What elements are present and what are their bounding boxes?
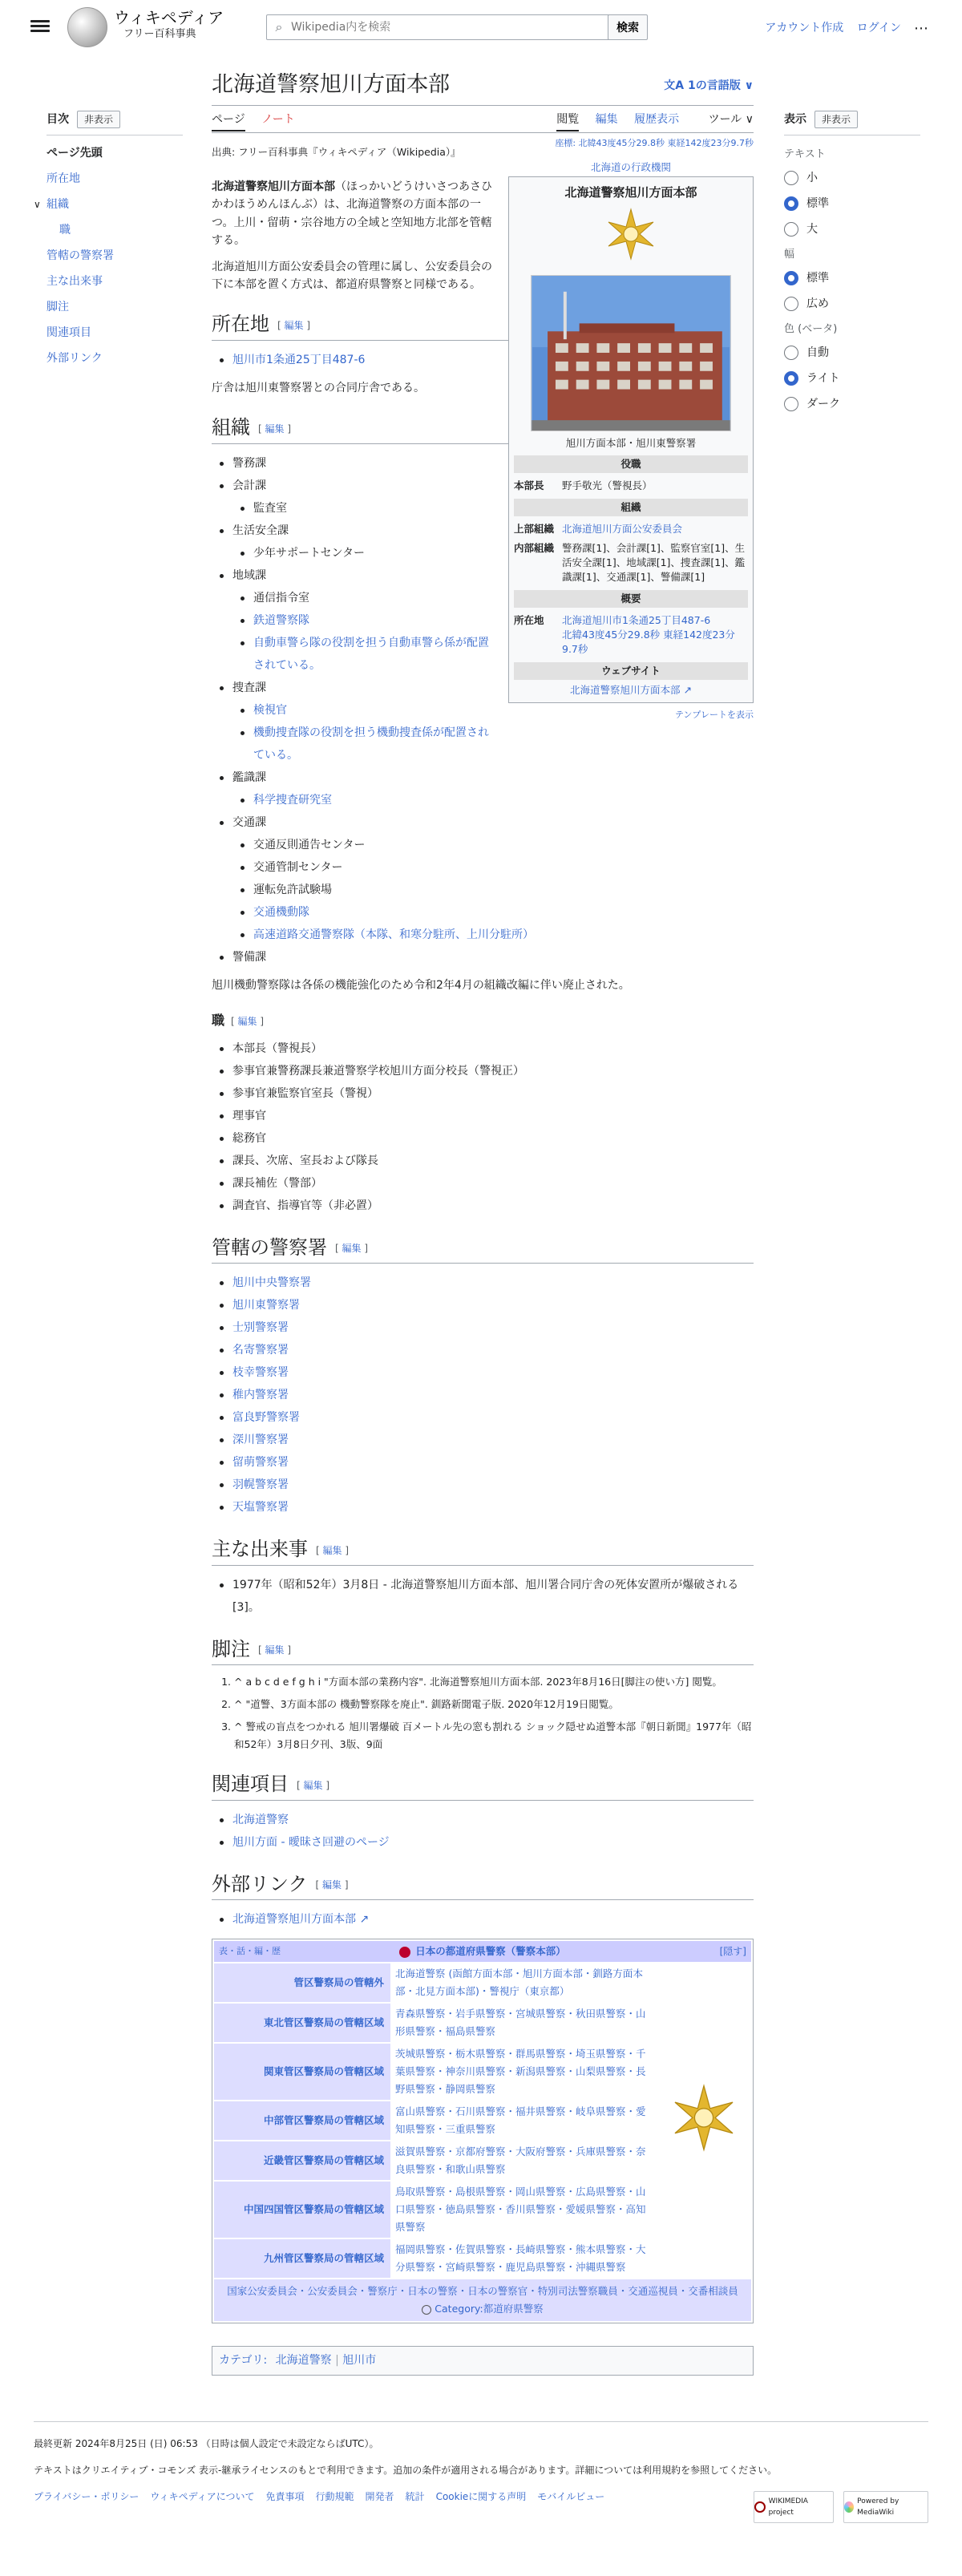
location-note: 庁舎は旭川東警察署との合同庁舎である。	[212, 381, 425, 394]
navbox-group-links[interactable]: 福岡県警察・佐賀県警察・長崎県警察・熊本県警察・大分県警察・宮崎県警察・鹿児島県警察・沖縄県警察	[395, 2243, 646, 2274]
footer-link[interactable]: 行動規範	[315, 2491, 354, 2503]
color-light[interactable]	[784, 370, 920, 386]
tab-tools[interactable]: ツール ∨	[708, 113, 754, 126]
search-input[interactable]	[291, 21, 610, 34]
station-link[interactable]: 士別警察署	[232, 1316, 754, 1339]
navbox-category-link[interactable]: Category:都道府県警察	[435, 2303, 544, 2315]
org-subitem[interactable]: 少年サポートセンター	[253, 542, 754, 564]
org-item	[232, 564, 754, 677]
org-item-label: 捜査課	[232, 681, 266, 694]
navbox-row	[214, 2141, 657, 2180]
org-item-label: 生活安全課	[232, 524, 289, 537]
location-link[interactable]: 旭川市1条通25丁目487-6	[232, 349, 508, 371]
head-key: 本部長	[514, 479, 544, 491]
navbox-group-links[interactable]: 北海道警察 (函館方面本部・旭川方面本部・釧路方面本部・北見方面本部)・警視庁（東京都）	[395, 1967, 643, 1998]
post-item: 本部長（警視長）	[232, 1037, 754, 1060]
org-subitem[interactable]: 通信指令室	[253, 587, 754, 609]
reference-item: 2. ^ "道警、3方面本部の 機動警察隊を廃止". 釧路新聞電子版. 2020年12月19日閲覧。	[234, 1696, 754, 1713]
intro-text: （ほっかいどうけいさつあさひかわほうめんほんぶ）は、北海道警察の方面本部の一つ。上川・留萌・宗谷地方の全域と空知地方北部を管轄する。	[212, 180, 492, 248]
categories-label[interactable]: カテゴリ:	[219, 2354, 268, 2368]
page-tabs	[212, 106, 754, 133]
infobox-section-overview: 概要	[514, 590, 748, 608]
category-link[interactable]: 北海道警察	[275, 2354, 332, 2368]
reference-item: 1. ^ a b c d e f g h i "方面本部の業務内容". 北海道警察旭川方面本部. 2023年8月16日[脚注の使い方] 閲覧。	[234, 1673, 754, 1691]
head-value: 野手敬光（警視長）	[562, 479, 653, 491]
navbox-group-label[interactable]: 管区警察局の管轄外	[214, 1963, 390, 2002]
address-key: 所在地	[514, 614, 544, 626]
upper-org-key: 上部組織	[514, 523, 555, 535]
org-item-label: 交通課	[232, 815, 266, 829]
user-menu-ellipsis-icon[interactable]: ⋯	[914, 20, 928, 37]
heading-events: 主な出来事	[212, 1538, 308, 1561]
prefs-title: 表示	[784, 113, 806, 126]
police-emblem-icon	[668, 2084, 740, 2156]
post-item: 総務官	[232, 1127, 754, 1150]
toc-item-posts[interactable]: 職	[59, 224, 71, 237]
radio-icon	[784, 222, 798, 237]
post-item: 理事官	[232, 1105, 754, 1127]
infobox-title: 北海道警察旭川方面本部	[564, 185, 697, 200]
option-label: 大	[806, 223, 818, 237]
navbox-row	[214, 1963, 657, 2002]
org-item	[232, 946, 754, 969]
org-subitem[interactable]: 交通管制センター	[253, 856, 754, 879]
inner-org-value: 警務課[1]、会計課[1]、監察官室[1]、生活安全課[1]、地域課[1]、捜査課[1]、鑑識課[1]、交通課[1]、警備課[1]	[562, 542, 746, 583]
station-link[interactable]: 旭川中央警察署	[232, 1272, 754, 1294]
station-link[interactable]: 枝幸警察署	[232, 1361, 754, 1384]
infobox-caption: 旭川方面本部・旭川東警察署	[565, 437, 697, 449]
japan-flag-icon	[399, 1947, 410, 1958]
navbox-row	[214, 2004, 657, 2042]
navbox-group-label[interactable]: 近畿管区警察局の管轄区域	[214, 2141, 390, 2180]
radio-selected-icon	[784, 196, 798, 211]
navbox-title[interactable]: 日本の都道府県警察（警察本部）	[415, 1945, 566, 1958]
appearance-panel	[784, 111, 920, 422]
toc-title: 目次	[46, 113, 69, 126]
edit-section-link[interactable]: [ 編集 ]	[277, 320, 310, 331]
station-link[interactable]: 富良野警察署	[232, 1406, 754, 1429]
station-link[interactable]: 旭川東警察署	[232, 1294, 754, 1316]
navbox-group-label[interactable]: 九州管区警察局の管轄区域	[214, 2239, 390, 2278]
tab-read[interactable]: 閲覧	[556, 113, 579, 131]
radio-icon	[784, 397, 798, 411]
navbox-group-links[interactable]: 滋賀県警察・京都府警察・大阪府警察・兵庫県警察・奈良県警察・和歌山県警察	[395, 2145, 646, 2176]
org-subitem[interactable]: 高速道路交通警察隊（本隊、和寒分駐所、上川分駐所）	[253, 924, 754, 946]
org-subitem[interactable]: 監査室	[253, 497, 754, 520]
post-item: 課長、次席、室長および隊長	[232, 1150, 754, 1172]
width-standard[interactable]	[784, 270, 920, 286]
wikimedia-badge-text: WIKIMEDIA project	[768, 2497, 808, 2517]
tab-edit[interactable]: 編集	[595, 113, 618, 126]
station-link[interactable]: 留萌警察署	[232, 1451, 754, 1474]
intro-bold: 北海道警察旭川方面本部	[212, 180, 335, 193]
org-item	[232, 766, 754, 811]
stations-list	[212, 1272, 754, 1519]
heading-org: 組織	[212, 416, 250, 439]
external-link-icon: ↗	[683, 684, 692, 696]
text-size-standard[interactable]	[784, 196, 920, 212]
category-link[interactable]: 旭川市	[342, 2354, 377, 2368]
navbox-vte-links[interactable]: 表・話・編・歴	[219, 1946, 281, 1957]
post-item: 調査官、指導官等（非必置）	[232, 1195, 754, 1217]
org-item	[232, 677, 754, 766]
last-updated: 最終更新 2024年8月25日 (日) 06:53 （日時は個人設定で未設定ならばUTC）。	[34, 2438, 379, 2449]
org-item	[232, 811, 754, 946]
navbox-group-label[interactable]: 中国四国管区警察局の管轄区域	[214, 2182, 390, 2238]
option-label: 小	[806, 172, 818, 185]
license-text: テキストはクリエイティブ・コモンズ 表示-継承ライセンスのもとで利用できます。追加の条件が適用される場合があります。詳細については利用規約を参照してください。	[34, 2465, 778, 2477]
wordmark[interactable]	[114, 8, 224, 42]
translate-icon: 文A	[664, 79, 688, 92]
toc-item-events[interactable]: 主な出来事	[46, 275, 103, 289]
navbox-footer-links[interactable]: 国家公安委員会・公安委員会・警察庁・日本の警察・日本の警察官・特別司法警察職員・交通巡視員・交番相談員	[227, 2285, 738, 2298]
posts-list	[212, 1037, 754, 1217]
org-item-label: 警備課	[232, 950, 266, 964]
radio-selected-icon	[784, 371, 798, 386]
toc-item-external[interactable]: 外部リンク	[46, 352, 103, 366]
text-size-small[interactable]	[784, 170, 920, 186]
color-label: 色 (ベータ)	[784, 322, 838, 335]
radio-selected-icon	[784, 271, 798, 285]
org-item	[232, 475, 754, 520]
intro-text-2: 北海道旭川方面公安委員会の管理に属し、公安委員会の下に本部を置く方式は、都道府県警察と同様である。	[212, 260, 492, 291]
tab-page[interactable]: ページ	[212, 113, 245, 131]
wikipedia-globe-logo[interactable]	[67, 7, 107, 47]
option-label: ライト	[806, 371, 840, 385]
reference-item: 3. ^ 警戒の盲点をつかれる 旭川署爆破 百メートル先の窓も割れる ショック隠せぬ道警本部『朝日新聞』1977年（昭和52年）3月8日夕刊、3版、9面	[234, 1718, 754, 1753]
navbox-group-links[interactable]: 鳥取県警察・島根県警察・岡山県警察・広島県警察・山口県警察・徳島県警察・香川県警察・愛媛県警察・高知県警察	[395, 2186, 646, 2234]
footer	[34, 2421, 928, 2517]
station-link[interactable]: 名寄警察署	[232, 1339, 754, 1361]
header	[0, 0, 962, 56]
navbox-group-links[interactable]: 青森県警察・岩手県警察・宮城県警察・秋田県警察・山形県警察・福島県警察	[395, 2008, 646, 2038]
mediawiki-badge[interactable]	[843, 2491, 928, 2523]
color-auto[interactable]	[784, 345, 920, 361]
infobox-section-role: 役職	[514, 455, 748, 473]
edit-section-link[interactable]: [ 編集 ]	[231, 1016, 264, 1027]
org-subitem[interactable]: 交通反則通告センター	[253, 834, 754, 856]
navbox-hide-button[interactable]: [隠す]	[719, 1946, 746, 1958]
org-item	[232, 452, 754, 475]
org-subitem[interactable]: 交通機動隊	[253, 901, 754, 924]
radio-icon	[784, 346, 798, 360]
address-link[interactable]: 北海道旭川市1条通25丁目487-6	[562, 614, 711, 626]
table-of-contents	[34, 111, 183, 376]
related-link[interactable]: 旭川方面 - 曖昧さ回避のページ	[232, 1831, 754, 1854]
edit-section-link[interactable]: [ 編集 ]	[258, 423, 291, 435]
headquarters-photo[interactable]	[531, 275, 731, 431]
color-dark[interactable]	[784, 396, 920, 412]
post-item: 参事官兼監察官室長（警視）	[232, 1082, 754, 1105]
org-item-label: 会計課	[232, 479, 266, 492]
footer-link[interactable]: プライバシー・ポリシー	[34, 2491, 139, 2503]
heading-external: 外部リンク	[212, 1872, 308, 1895]
category-icon	[422, 2305, 431, 2315]
navbox-row	[214, 2239, 657, 2278]
infobox-section-org: 組織	[514, 499, 748, 516]
width-wide[interactable]	[784, 296, 920, 312]
footer-link[interactable]: ウィキペディアについて	[150, 2491, 255, 2503]
post-item: 課長補佐（警部）	[232, 1172, 754, 1195]
footer-link[interactable]: 免責事項	[265, 2491, 305, 2503]
from-wikipedia: 出典: フリー百科事典『ウィキペディア（Wikipedia）』	[212, 146, 461, 158]
show-template-link[interactable]: テンプレートを表示	[674, 710, 754, 720]
org-list	[212, 452, 754, 969]
main-content	[212, 56, 754, 2376]
search-button[interactable]: 検索	[608, 14, 648, 40]
radio-icon	[784, 171, 798, 185]
navbox-group-links[interactable]: 茨城県警察・栃木県警察・群馬県警察・埼玉県警察・千葉県警察・神奈川県警察・新潟県警察・山梨県警察・長野県警察・静岡県警察	[395, 2048, 646, 2096]
search-icon: ⌕	[275, 19, 283, 35]
footer-link[interactable]: Cookieに関する声明	[435, 2491, 527, 2503]
option-label: 標準	[806, 197, 829, 211]
create-account-link[interactable]: アカウント作成	[765, 22, 844, 34]
toc-item-notes[interactable]: 脚注	[46, 301, 69, 314]
tab-history[interactable]: 履歴表示	[634, 113, 680, 126]
station-link[interactable]: 深川警察署	[232, 1429, 754, 1451]
search-box	[266, 14, 611, 40]
post-item: 参事官兼警務課長兼道警察学校旭川方面分校長（警視正）	[232, 1060, 754, 1082]
police-emblem-icon	[603, 208, 659, 264]
references-list	[212, 1673, 754, 1753]
event-item: 1977年（昭和52年）3月8日 - 北海道警察旭川方面本部、旭川署合同庁舎の死体安置所が爆破される[3]。	[232, 1574, 754, 1619]
radio-icon	[784, 297, 798, 311]
org-subitem[interactable]: 科学捜査研究室	[253, 789, 754, 811]
coordinates[interactable]: 座標: 北緯43度45分29.8秒 東経142度23分9.7秒	[555, 138, 754, 148]
width-label: 幅	[784, 249, 795, 261]
login-link[interactable]: ログイン	[856, 22, 901, 34]
tab-note[interactable]: ノート	[261, 113, 295, 126]
website-link[interactable]: 北海道警察旭川方面本部	[570, 684, 681, 696]
toc-toggle-chevron-icon[interactable]: ∨	[34, 199, 41, 211]
edit-section-link[interactable]: [ 編集 ]	[297, 1780, 329, 1791]
org-item	[232, 520, 754, 564]
wikimedia-logo-icon	[754, 2501, 766, 2513]
language-button[interactable]: 文A 1の言語版 ∨	[664, 79, 754, 92]
site-title: ウィキペディア	[114, 8, 224, 27]
related-link[interactable]: 北海道警察	[232, 1809, 754, 1831]
wikimedia-badge[interactable]	[754, 2491, 834, 2523]
navbox-group-label[interactable]: 関東管区警察局の管轄区域	[214, 2044, 390, 2100]
upper-org-link[interactable]: 北海道旭川方面公安委員会	[562, 523, 683, 535]
category-links: カテゴリ: 北海道警察 | 旭川市	[212, 2346, 754, 2375]
main-menu-button[interactable]	[30, 18, 50, 34]
navbox-row	[214, 2182, 657, 2238]
navbox-group-label[interactable]: 東北管区警察局の管轄区域	[214, 2004, 390, 2042]
footer-link[interactable]: 開発者	[365, 2491, 394, 2503]
org-item-label: 鑑識課	[232, 770, 266, 784]
tools-label: ツール	[708, 113, 742, 126]
text-size-label: テキスト	[784, 148, 826, 161]
navbox-row	[214, 2044, 657, 2100]
heading-location: 所在地	[212, 313, 269, 336]
option-label: 標準	[806, 271, 829, 285]
edit-section-link[interactable]: [ 編集 ]	[258, 1644, 291, 1656]
org-subitem[interactable]: 鉄道警察隊	[253, 609, 754, 632]
toc-hide-button[interactable]: 非表示	[77, 111, 120, 128]
toc-item-related[interactable]: 関連項目	[46, 326, 91, 340]
user-links	[755, 19, 901, 37]
heading-stations: 管轄の警察署	[212, 1235, 327, 1259]
text-size-large[interactable]	[784, 221, 920, 237]
mediawiki-logo-icon	[844, 2501, 854, 2513]
station-link[interactable]: 天塩警察署	[232, 1496, 754, 1519]
option-label: 広め	[806, 297, 829, 310]
toc-item-stations[interactable]: 管轄の警察署	[46, 249, 114, 263]
footer-link[interactable]: 統計	[405, 2491, 425, 2503]
edit-section-link[interactable]: [ 編集 ]	[335, 1243, 368, 1254]
navbox-group-label[interactable]: 中部管区警察局の管轄区域	[214, 2101, 390, 2140]
heading-related: 関連項目	[212, 1773, 289, 1796]
org-item-label: 警務課	[232, 456, 266, 470]
external-link-icon: ↗	[359, 1913, 370, 1927]
org-subitem[interactable]: 自動車警ら隊の役割を担う自動車警ら係が配置されている。	[253, 632, 754, 677]
page-title: 北海道警察旭川方面本部	[212, 72, 450, 97]
toc-item-location[interactable]: 所在地	[46, 172, 80, 186]
org-subitem[interactable]: 運転免許試験場	[253, 879, 754, 901]
station-link[interactable]: 羽幌警察署	[232, 1474, 754, 1496]
heading-notes: 脚注	[212, 1637, 250, 1660]
toc-item-org[interactable]: 組織	[46, 198, 69, 212]
prefs-hide-button[interactable]: 非表示	[814, 111, 858, 128]
infobox-top-link[interactable]: 北海道の行政機関	[590, 161, 671, 173]
language-count: 1の言語版	[688, 79, 741, 92]
org-note: 旭川機動警察隊は各係の機能強化のため令和2年4月の組織改編に伴い廃止された。	[212, 978, 630, 992]
option-label: 自動	[806, 346, 829, 359]
edit-section-link[interactable]: [ 編集 ]	[316, 1879, 349, 1891]
org-subitem[interactable]: 検視官	[253, 699, 754, 722]
inner-org-key: 内部組織	[514, 542, 555, 554]
org-subitem[interactable]: 機動捜査隊の役割を担う機動捜査係が配置されている。	[253, 722, 754, 766]
toc-item-top[interactable]: ページ先頭	[46, 147, 103, 160]
external-link[interactable]: 北海道警察旭川方面本部	[232, 1913, 356, 1927]
navbox-emblem	[657, 1962, 751, 2278]
edit-section-link[interactable]: [ 編集 ]	[316, 1545, 349, 1556]
mediawiki-badge-text: Powered by MediaWiki	[857, 2497, 899, 2517]
heading-posts: 職	[212, 1013, 225, 1029]
infobox-section-web: ウェブサイト	[514, 662, 748, 680]
option-label: ダーク	[806, 397, 840, 410]
site-subtitle: フリー百科事典	[123, 28, 196, 40]
navbox-rows	[214, 1962, 657, 2278]
navbox	[212, 1939, 754, 2323]
footer-link[interactable]: モバイルビュー	[537, 2491, 605, 2503]
address-coord-link[interactable]: 北緯43度45分29.8秒 東経142度23分9.7秒	[562, 629, 735, 655]
navbox-row	[214, 2101, 657, 2140]
station-link[interactable]: 稚内警察署	[232, 1384, 754, 1406]
navbox-group-links[interactable]: 富山県警察・石川県警察・福井県警察・岐阜県警察・愛知県警察・三重県警察	[395, 2105, 646, 2136]
org-item-label: 地域課	[232, 568, 266, 582]
